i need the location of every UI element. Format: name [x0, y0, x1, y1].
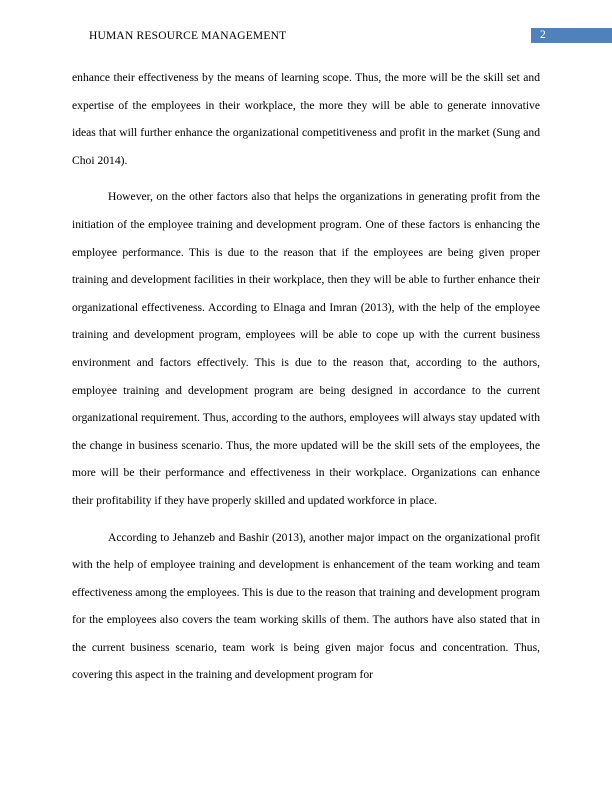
paragraph-team-working: According to Jehanzeb and Bashir (2013), another major impact on the organizational profit with the help of employee training and development is enhancement of the team working and team effectiveness among the employees. This is due to the reason that training and development program for the employees also covers the team working skills of them. The authors have also stated that in the current business scenario, team work is being given major focus and concentration. Thus, covering this aspect in the training and development program for [72, 530, 540, 682]
body-text [72, 64, 540, 698]
paragraph-employee-performance: However, on the other factors also that helps the organizations in generating profit from the initiation of the employee training and development program. One of these factors is enhancing the employee performance. This is due to the reason that if the employees are being given proper training and development facilities in their workplace, then they will be able to further enhance their organizational effectiveness. According to Elnaga and Imran (2013), with the help of the employee training and development program, employees will be able to cope up with the current business environment and factors effectively. This is due to the reason that, according to the authors, employee training and development program are being designed in accordance to the current organizational requirement. Thus, according to the authors, employees will always stay updated with the change in business scenario. Thus, the more updated will be the skill sets of the employees, the more will be their performance and effectiveness in their workplace. Organizations can enhance their profitability if they have properly skilled and updated workforce in place. [72, 190, 540, 507]
page-number-bar [531, 28, 612, 43]
paragraph-continuation: enhance their effectiveness by the means of learning scope. Thus, the more will be the skill set and expertise of the employees in their workplace, the more they will be able to generate innovative ideas that will further enhance the organizational competitiveness and profit in the market (Sung and Choi 2014). [72, 71, 540, 167]
running-head: HUMAN RESOURCE MANAGEMENT [89, 30, 287, 42]
page-number: 2 [540, 29, 546, 41]
